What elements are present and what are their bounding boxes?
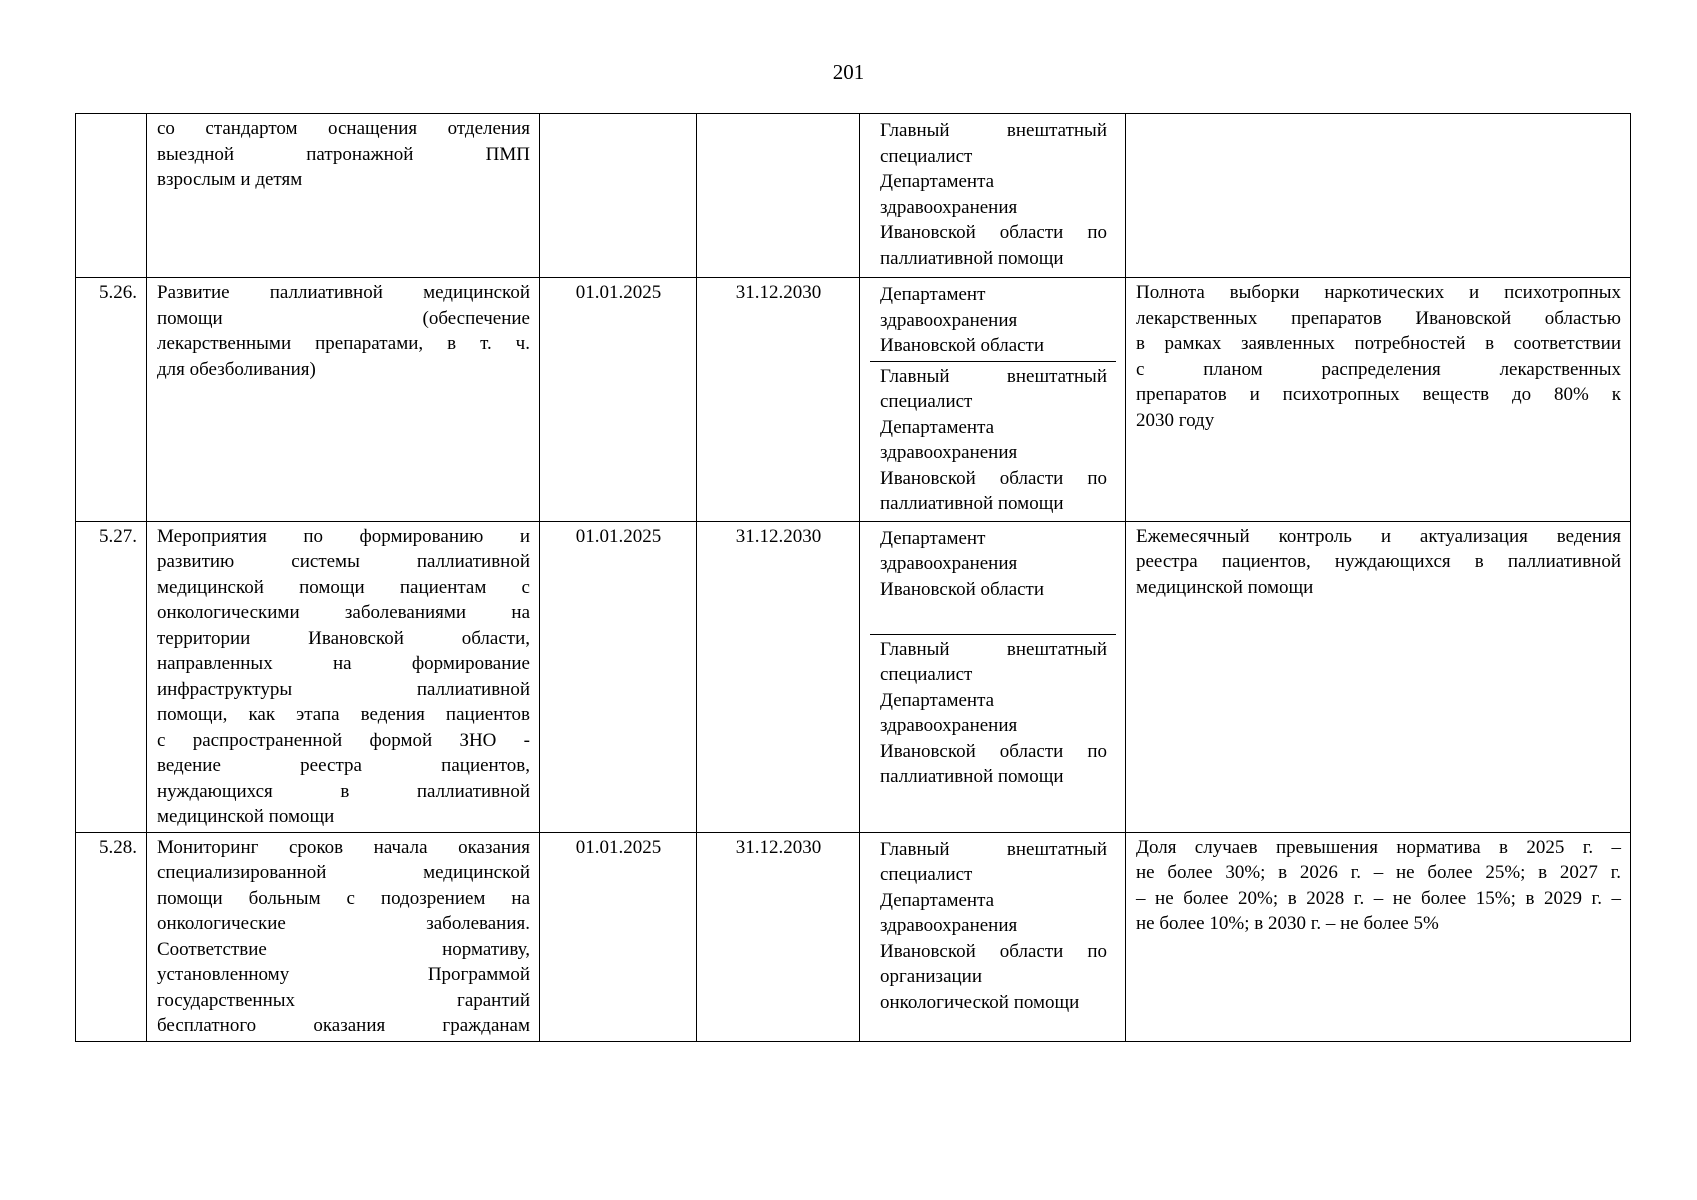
text-line: препаратов и психотропных веществ до 80% к (1136, 384, 1621, 405)
text-line: с планом распределения лекарственных (1136, 358, 1621, 380)
text-line: здравоохранения (880, 553, 1018, 574)
text-line: онкологические заболевания. (157, 913, 530, 934)
text-line: не более 10%; в 2030 г. – не более 5% (1136, 913, 1439, 934)
text-line: здравоохранения (880, 715, 1018, 736)
end-date (697, 114, 860, 278)
start-date: 01.01.2025 (540, 832, 697, 1041)
text-line: Ивановской области по (880, 740, 1107, 762)
responsible-cell (860, 278, 1126, 522)
text-line: выездной патронажной ПМП (157, 143, 530, 165)
activity-cell (147, 278, 540, 522)
table-row (76, 521, 1631, 832)
text-line: специалист (880, 864, 973, 885)
text-line: специалист (880, 145, 973, 167)
result-cell (1126, 832, 1631, 1041)
table-row (76, 832, 1631, 1041)
item-number: 5.28. (76, 832, 147, 1041)
table-row (76, 278, 1631, 522)
plan-table (75, 113, 1631, 1042)
text-line: Ивановской области по (880, 467, 1107, 489)
text-line: государственных гарантий (157, 989, 530, 1011)
text-line: Главный внештатный (880, 838, 1107, 860)
text-line: территории Ивановской области, (157, 627, 530, 649)
item-number (76, 114, 147, 278)
text-line: специализированной медицинской (157, 862, 530, 883)
text-line: бесплатного оказания гражданам (157, 1015, 530, 1036)
text-line: Департамента (880, 889, 995, 911)
end-date: 31.12.2030 (697, 521, 860, 832)
text-line: медицинской помощи (157, 806, 335, 827)
start-date: 01.01.2025 (540, 278, 697, 522)
responsible-block (870, 634, 1116, 792)
text-line: инфраструктуры паллиативной (157, 678, 530, 700)
text-line: помощи (обеспечение (157, 307, 530, 329)
result-cell (1126, 114, 1631, 278)
text-line: помощи больным с подозрением на (157, 887, 530, 909)
text-line: для обезболивания) (157, 358, 316, 380)
text-line: Доля случаев превышения норматива в 2025 г. – (1136, 836, 1621, 858)
text-line: Главный внештатный (880, 365, 1107, 387)
text-line: паллиативной помощи (880, 493, 1064, 514)
text-line: паллиативной помощи (880, 247, 1064, 269)
text-line: 2030 году (1136, 409, 1215, 431)
text-line: Развитие паллиативной медицинской (157, 282, 530, 303)
text-line: Главный внештатный (880, 638, 1107, 660)
responsible-block (870, 835, 1116, 1018)
text-line: Департамент (880, 527, 986, 549)
text-line: специалист (880, 664, 973, 685)
text-line: установленному Программой (157, 964, 530, 985)
text-line: – не более 20%; в 2028 г. – не более 15%; в 2029 г. – (1136, 887, 1621, 909)
end-date: 31.12.2030 (697, 278, 860, 522)
text-line: взрослым и детям (157, 169, 303, 190)
text-line: онкологической помощи (880, 991, 1080, 1013)
text-line: паллиативной помощи (880, 766, 1064, 787)
activity-cell (147, 521, 540, 832)
text-line: здравоохранения (880, 196, 1018, 218)
text-line: здравоохранения (880, 309, 1018, 331)
responsible-block (870, 116, 1116, 273)
text-line: Департамента (880, 171, 995, 192)
text-line: организации (880, 966, 983, 987)
text-line: Мониторинг сроков начала оказания (157, 836, 530, 858)
text-line: со стандартом оснащения отделения (157, 118, 530, 139)
text-line: Ивановской области по (880, 940, 1107, 962)
responsible-block (870, 524, 1116, 634)
text-line: развитию системы паллиативной (157, 551, 530, 572)
text-line: специалист (880, 391, 973, 412)
responsible-cell (860, 114, 1126, 278)
item-number: 5.27. (76, 521, 147, 832)
table-row (76, 114, 1631, 278)
end-date: 31.12.2030 (697, 832, 860, 1041)
text-line: не более 30%; в 2026 г. – не более 25%; в 2027 г. (1136, 862, 1621, 883)
text-line: здравоохранения (880, 442, 1018, 463)
text-line: онкологическими заболеваниями на (157, 602, 530, 623)
text-line: Мероприятия по формированию и (157, 525, 530, 547)
text-line: Департамент (880, 284, 986, 305)
responsible-cell (860, 832, 1126, 1041)
result-cell (1126, 521, 1631, 832)
text-line: направленных на формирование (157, 653, 530, 674)
page-number: 201 (832, 60, 865, 84)
text-line: лекарственных препаратов Ивановской областью (1136, 307, 1621, 329)
item-number: 5.26. (76, 278, 147, 522)
text-line: в рамках заявленных потребностей в соответствии (1136, 333, 1621, 354)
text-line: помощи, как этапа ведения пациентов (157, 704, 530, 725)
responsible-cell (860, 521, 1126, 832)
text-line: ведение реестра пациентов, (157, 755, 530, 776)
text-line: с распространенной формой ЗНО - (157, 729, 530, 751)
start-date: 01.01.2025 (540, 521, 697, 832)
responsible-block (870, 280, 1116, 361)
text-line: медицинской помощи пациентам с (157, 576, 530, 598)
text-line: Ивановской области (880, 335, 1045, 356)
activity-cell (147, 114, 540, 278)
text-line: Ивановской области (880, 578, 1045, 600)
text-line: нуждающихся в паллиативной (157, 780, 530, 802)
text-line: лекарственными препаратами, в т. ч. (157, 333, 530, 354)
result-cell (1126, 278, 1631, 522)
text-line: Ежемесячный контроль и актуализация ведения (1136, 525, 1621, 547)
text-line: здравоохранения (880, 915, 1018, 936)
text-line: медицинской помощи (1136, 576, 1314, 598)
responsible-block (870, 361, 1116, 519)
text-line: Ивановской области по (880, 222, 1107, 243)
text-line: Департамента (880, 416, 995, 438)
text-line: Департамента (880, 689, 995, 711)
text-line: Полнота выборки наркотических и психотропных (1136, 282, 1621, 303)
text-line: Соответствие нормативу, (157, 938, 530, 960)
activity-cell (147, 832, 540, 1041)
text-line: Главный внештатный (880, 120, 1107, 141)
start-date (540, 114, 697, 278)
text-line: реестра пациентов, нуждающихся в паллиативной (1136, 551, 1621, 572)
